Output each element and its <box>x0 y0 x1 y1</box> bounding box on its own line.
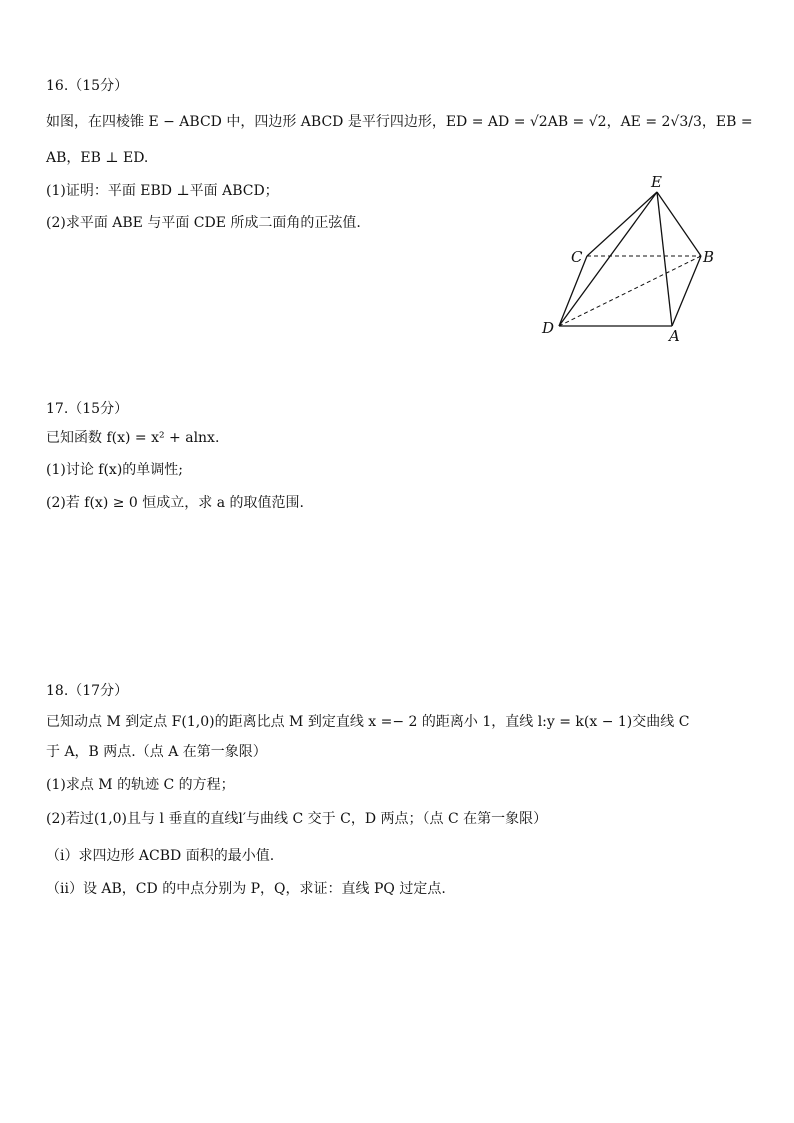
edge-DB-hidden <box>559 256 701 326</box>
q18-part-1: (1)求点 M 的轨迹 C 的方程； <box>46 777 235 793</box>
edge-EC <box>587 192 657 256</box>
edge-CD <box>559 256 587 326</box>
q18-header: 18.（17分） <box>46 683 129 699</box>
vertex-label-C: C <box>571 248 583 266</box>
edge-AB <box>672 256 701 326</box>
q17-stem: 已知函数 f(x) = x² + alnx. <box>46 430 220 446</box>
q18-stem-line-2: 于 A，B 两点.（点 A 在第一象限） <box>46 744 267 760</box>
vertex-label-A: A <box>669 327 680 345</box>
q16-header: 16.（15分） <box>46 78 129 94</box>
vertex-label-E: E <box>651 173 662 191</box>
edge-EA <box>657 192 672 326</box>
q16-part-1: (1)证明：平面 EBD ⊥平面 ABCD； <box>46 183 279 199</box>
q16-part-2: (2)求平面 ABE 与平面 CDE 所成二面角的正弦值. <box>46 215 361 231</box>
q18-part-2: (2)若过(1,0)且与 l 垂直的直线l′与曲线 C 交于 C，D 两点；（点 C 在第一象限） <box>46 811 548 827</box>
vertex-label-B: B <box>703 248 715 266</box>
q18-part-2-i: （i）求四边形 ACBD 面积的最小值. <box>46 848 275 864</box>
vertex-label-D: D <box>542 319 555 337</box>
q18-part-2-ii: （ii）设 AB，CD 的中点分别为 P，Q，求证：直线 PQ 过定点. <box>46 881 446 897</box>
q16-stem-line-2: AB，EB ⊥ ED. <box>46 150 149 166</box>
q17-header: 17.（15分） <box>46 401 129 417</box>
q18-stem-line-1: 已知动点 M 到定点 F(1,0)的距离比点 M 到定直线 x =− 2 的距离小 1，直线 l:y = k(x − 1)交曲线 C <box>46 714 690 730</box>
q16-stem-line-1: 如图，在四棱锥 E − ABCD 中，四边形 ABCD 是平行四边形，ED = AD = √2AB = √2，AE = 2√3/3，EB = <box>46 114 753 130</box>
q17-part-2: (2)若 f(x) ≥ 0 恒成立，求 a 的取值范围. <box>46 495 304 511</box>
pyramid-figure <box>530 168 730 348</box>
q17-part-1: (1)讨论 f(x)的单调性; <box>46 462 183 478</box>
